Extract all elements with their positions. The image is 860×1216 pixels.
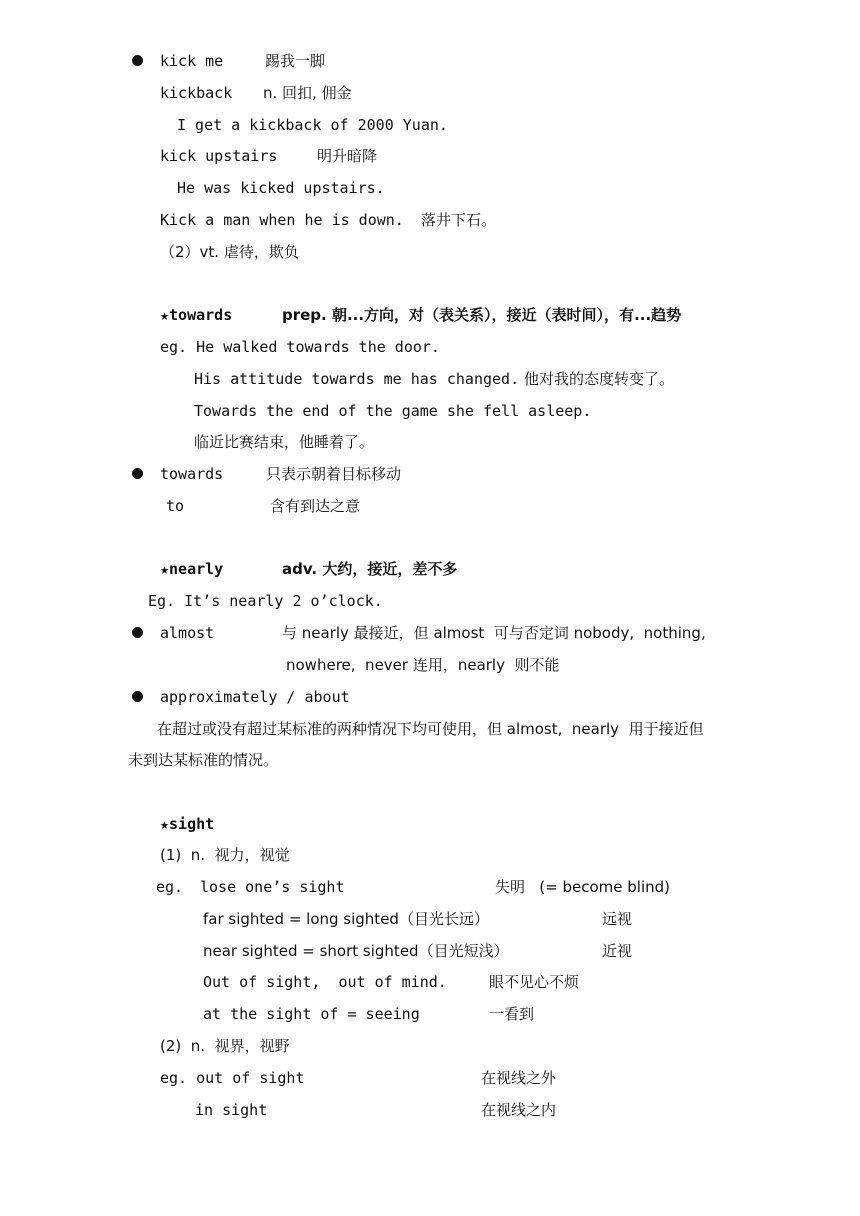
example-sentence: Towards the end of the game she fell asleep. — [194, 402, 592, 420]
word-heading: ★nearly — [160, 560, 224, 578]
term: kick upstairs — [160, 147, 278, 165]
translation: 只表示朝着目标移动 — [266, 465, 402, 483]
translation: 他对我的态度转变了。 — [524, 370, 675, 388]
note: 未到达某标准的情况。 — [128, 751, 279, 769]
term: to — [166, 497, 185, 515]
word-heading: ★sight — [160, 815, 215, 833]
translation: 踢我一脚 — [265, 52, 326, 70]
translation: 含有到达之意 — [270, 497, 361, 515]
sense-label: (2) n. 视界，视野 — [160, 1037, 290, 1055]
term: eg. out of sight — [160, 1069, 305, 1087]
translation: 失明 (= become blind) — [495, 878, 671, 896]
term: at the sight of = seeing — [203, 1005, 420, 1023]
term: Kick a man when he is down. — [160, 211, 404, 229]
note: 在超过或没有超过某标准的两种情况下均可使用，但 almost, nearly 用于接近但 — [157, 720, 704, 738]
definition: n. 回扣, 佣金 — [263, 84, 352, 102]
note: nowhere, never 连用，nearly 则不能 — [286, 656, 560, 674]
term: near sighted = short sighted（目光短浅） — [203, 942, 509, 960]
bullet-icon — [132, 55, 143, 66]
translation: 一看到 — [489, 1005, 535, 1023]
term: almost — [160, 624, 215, 642]
term: lose one’s sight — [200, 878, 345, 896]
term: far sighted = long sighted（目光长远） — [203, 910, 489, 928]
translation: 在视线之外 — [481, 1069, 557, 1087]
translation: 明升暗降 — [317, 147, 378, 165]
translation: 落井下石。 — [421, 211, 497, 229]
example-sentence: Eg. It’s nearly 2 o’clock. — [148, 592, 383, 610]
definition: adv. 大约，接近，差不多 — [282, 560, 458, 578]
translation: 在视线之内 — [481, 1101, 557, 1119]
example-sentence: He was kicked upstairs. — [177, 179, 385, 197]
word-heading: ★towards — [160, 306, 233, 324]
term: towards — [160, 465, 224, 483]
example-sentence: I get a kickback of 2000 Yuan. — [177, 116, 448, 134]
bullet-icon — [132, 468, 143, 479]
bullet-icon — [132, 691, 143, 702]
bullet-icon — [132, 627, 143, 638]
term: approximately / about — [160, 688, 350, 706]
translation: 眼不见心不烦 — [489, 973, 580, 991]
sense-label: (1) n. 视力，视觉 — [160, 846, 290, 864]
example-sentence: eg. He walked towards the door. — [160, 338, 440, 356]
translation: 临近比赛结束，他睡着了。 — [194, 433, 375, 451]
note: 与 nearly 最接近，但 almost 可与否定词 nobody, nothing, — [282, 624, 706, 642]
eg-label: eg. — [156, 878, 184, 896]
translation: 远视 — [602, 910, 633, 928]
definition: prep. 朝...方向，对（表关系），接近（表时间），有...趋势 — [282, 306, 682, 324]
sense-label: （2）vt. 虐待，欺负 — [160, 243, 299, 261]
term: in sight — [195, 1101, 268, 1119]
example-sentence: His attitude towards me has changed. — [194, 370, 520, 388]
term: kickback — [160, 84, 233, 102]
term: kick me — [160, 52, 224, 70]
term: Out of sight, out of mind. — [203, 973, 447, 991]
translation: 近视 — [602, 942, 633, 960]
